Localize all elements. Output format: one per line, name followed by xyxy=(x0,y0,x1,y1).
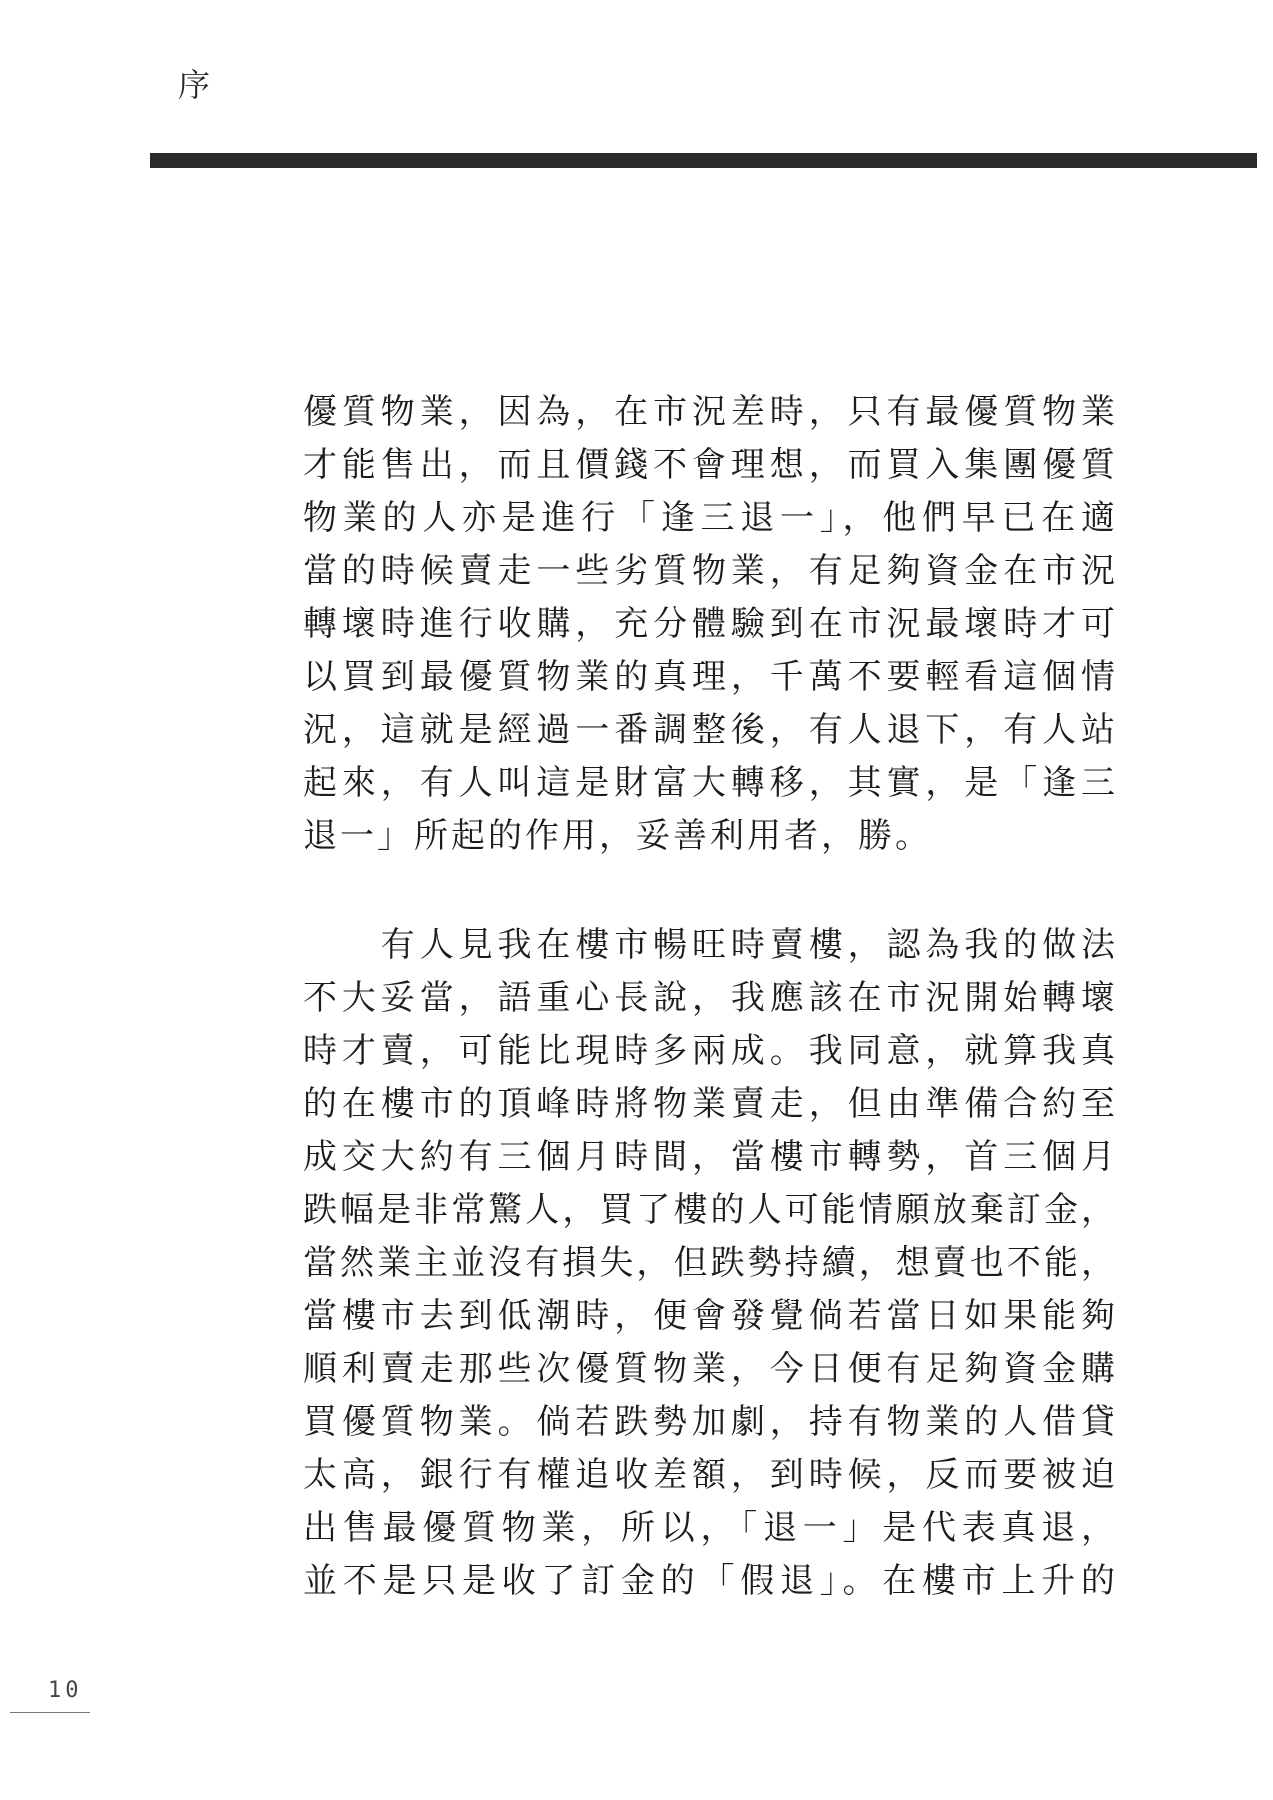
text-line: 並不是只是收了訂金的「假退」。在樓市上升的 xyxy=(303,1561,1118,1601)
text-line: 當樓市去到低潮時，便會發覺倘若當日如果能夠 xyxy=(303,1296,1118,1336)
text-line: 退一」所起的作用，妥善利用者，勝。 xyxy=(303,816,932,856)
page-number: 10 xyxy=(48,1678,83,1703)
text-line: 當然業主並沒有損失，但跌勢持續，想賣也不能， xyxy=(303,1243,1118,1283)
text-line: 出售最優質物業，所以，「退一」是代表真退， xyxy=(303,1508,1118,1548)
text-line: 況，這就是經過一番調整後，有人退下，有人站 xyxy=(303,710,1118,750)
text-line: 跌幅是非常驚人，買了樓的人可能情願放棄訂金， xyxy=(303,1190,1118,1230)
text-line: 太高，銀行有權追收差額，到時候，反而要被迫 xyxy=(303,1455,1118,1495)
text-line: 成交大約有三個月時間，當樓市轉勢，首三個月 xyxy=(303,1137,1118,1177)
text-line: 有人見我在樓市暢旺時賣樓，認為我的做法 xyxy=(303,925,1118,965)
text-line: 優質物業，因為，在市況差時，只有最優質物業 xyxy=(303,392,1118,432)
chapter-label: 序 xyxy=(178,66,211,104)
text-line: 買優質物業。倘若跌勢加劇，持有物業的人借貸 xyxy=(303,1402,1118,1442)
text-line: 時才賣，可能比現時多兩成。我同意，就算我真 xyxy=(303,1031,1118,1071)
text-line: 的在樓市的頂峰時將物業賣走，但由準備合約至 xyxy=(303,1084,1118,1124)
text-line: 物業的人亦是進行「逢三退一」，他們早已在適 xyxy=(303,498,1118,538)
paragraph-2 xyxy=(303,919,1118,1608)
text-line: 當的時候賣走一些劣質物業，有足夠資金在市況 xyxy=(303,551,1118,591)
paragraph-1 xyxy=(303,386,1118,863)
header-rule xyxy=(150,153,1257,168)
body-text xyxy=(303,386,1118,1608)
text-line: 起來，有人叫這是財富大轉移，其實，是「逢三 xyxy=(303,763,1118,803)
page-number-underline xyxy=(10,1712,90,1713)
text-line: 轉壞時進行收購，充分體驗到在市況最壞時才可 xyxy=(303,604,1118,644)
text-line: 才能售出，而且價錢不會理想，而買入集團優質 xyxy=(303,445,1118,485)
text-line: 以買到最優質物業的真理，千萬不要輕看這個情 xyxy=(303,657,1118,697)
text-line: 順利賣走那些次優質物業，今日便有足夠資金購 xyxy=(303,1349,1118,1389)
text-line: 不大妥當，語重心長說，我應該在市況開始轉壞 xyxy=(303,978,1118,1018)
